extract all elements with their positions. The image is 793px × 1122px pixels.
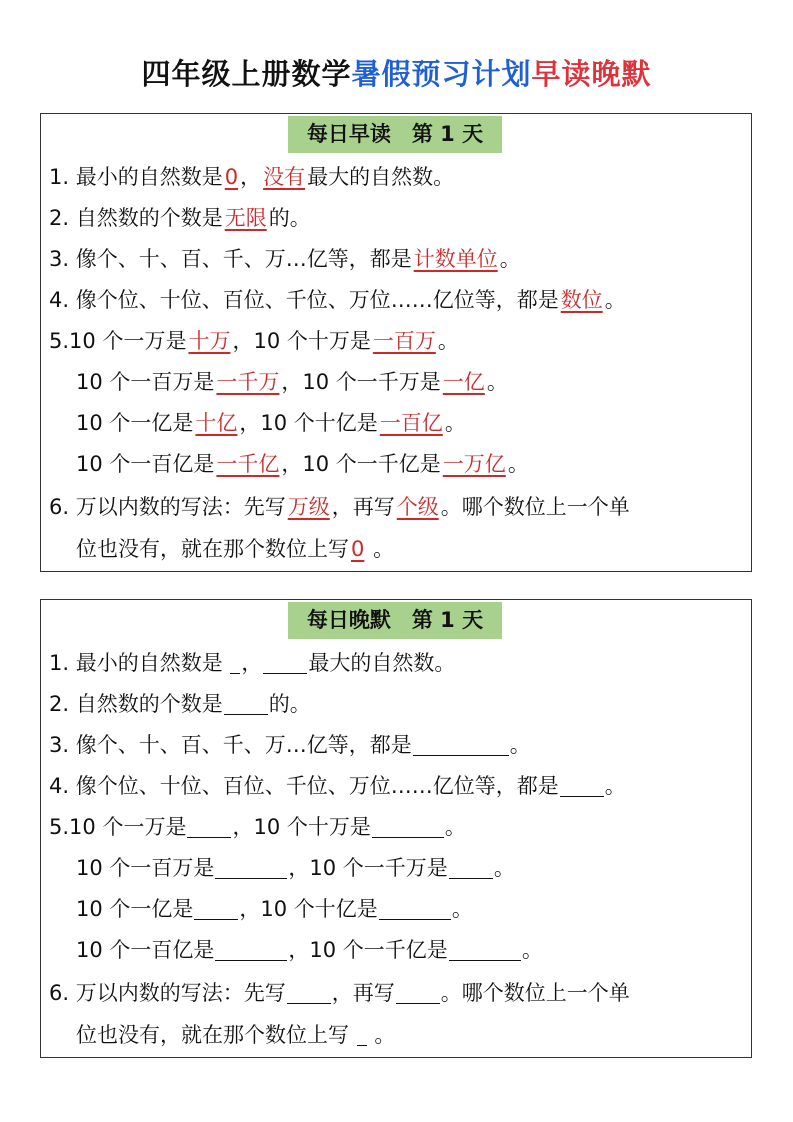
item-text: 10 个一亿是 [76,897,194,921]
item-number: 5. [49,815,70,839]
title-part-black: 四年级上册数学 [141,57,352,91]
item-text: 。 [493,856,515,880]
evening-item-2 [49,690,311,718]
page-title [0,52,793,93]
item-text: 。 [451,897,473,921]
item-text: 像个位、十位、百位、千位、万位……亿位等，都是 [75,288,559,312]
item-number: 6. [49,495,70,519]
item-text: 自然数的个数是 [75,206,223,230]
item-text: 位也没有，就在那个数位上写 [76,537,349,561]
evening-item-3 [49,731,531,759]
morning-item-5d [76,450,529,478]
answer: 十亿 [195,411,238,435]
item-text: 最小的自然数是 [75,651,223,675]
item-number: 2. [49,692,70,716]
evening-item-5c [76,895,473,923]
item-number: 1. [49,165,70,189]
item-text: ，10 个一千亿是 [288,938,448,962]
item-number: 4. [49,288,70,312]
answer-blank[interactable] [194,897,238,920]
item-text: 。 [604,774,626,798]
item-text: 。 [486,370,508,394]
answer: 无限 [224,206,267,230]
answer-blank[interactable] [230,651,240,674]
item-text: 10 个一万是 [69,329,187,353]
item-text: 。 [509,733,531,757]
answer: 一千万 [216,370,280,394]
item-text: 。 [373,537,395,561]
item-text: 最大的自然数。 [307,165,455,189]
item-text: ， [240,165,262,189]
item-text: ，10 个十万是 [232,329,371,353]
morning-item-1 [49,163,454,191]
item-text: ，10 个十万是 [232,815,371,839]
item-text: ， [241,651,263,675]
item-text: ，10 个十亿是 [239,897,378,921]
answer: 计数单位 [413,247,498,271]
evening-item-5 [49,813,466,841]
item-text: 。 [444,411,466,435]
item-text: 。 [521,938,543,962]
item-text: 10 个一亿是 [76,411,194,435]
item-text: 像个位、十位、百位、千位、万位……亿位等，都是 [75,774,559,798]
item-text: 。哪个数位上一个单 [440,981,630,1005]
answer: 十万 [188,329,231,353]
answer: 个级 [396,495,439,519]
item-text: 的。 [268,206,311,230]
answer-blank[interactable] [187,815,231,838]
item-text: ，10 个一千万是 [281,370,441,394]
item-text: 万以内数的写法：先写 [75,495,286,519]
evening-item-6b [76,1021,395,1049]
answer: 一百万 [372,329,436,353]
morning-item-4 [49,286,626,314]
answer: 没有 [263,165,306,189]
item-number: 3. [49,733,70,757]
morning-item-6 [49,493,630,521]
morning-item-5c [76,409,466,437]
item-text: 10 个一百亿是 [76,452,215,476]
title-part-red: 早读晚默 [531,57,652,91]
item-text: 自然数的个数是 [75,692,223,716]
answer-blank[interactable] [224,692,268,715]
item-text: 。 [437,329,459,353]
item-number: 6. [49,981,70,1005]
answer-blank[interactable] [215,856,287,879]
item-text: 。 [507,452,529,476]
morning-item-5b [76,368,508,396]
item-text: 万以内数的写法：先写 [75,981,286,1005]
answer-blank[interactable] [372,815,444,838]
answer-blank[interactable] [396,981,440,1004]
item-text: 。 [499,247,521,271]
item-text: 。 [374,1023,396,1047]
answer-blank[interactable] [215,938,287,961]
morning-header: 每日早读 第 1 天 [288,116,502,153]
evening-item-5b [76,854,515,882]
answer: 一千亿 [216,452,280,476]
item-text: 。哪个数位上一个单 [440,495,630,519]
evening-item-1 [49,649,455,677]
item-text: 10 个一百万是 [76,370,215,394]
evening-item-5d [76,936,543,964]
item-text: 的。 [268,692,311,716]
morning-reading-box [40,113,752,572]
answer: 0 [224,165,239,189]
morning-item-3 [49,245,521,273]
answer-blank[interactable] [287,981,331,1004]
answer-blank[interactable] [263,651,307,674]
morning-item-6b [76,535,394,563]
item-number: 5. [49,329,70,353]
item-number: 3. [49,247,70,271]
answer: 一百亿 [379,411,443,435]
answer: 一亿 [442,370,485,394]
answer-blank[interactable] [449,938,521,961]
title-part-blue: 暑假预习计划 [351,57,532,91]
item-text: 10 个一万是 [69,815,187,839]
item-text: ，再写 [331,495,395,519]
answer-blank[interactable] [449,856,493,879]
evening-dictation-box [40,599,752,1058]
answer: 万级 [287,495,330,519]
item-text: ，10 个一千万是 [288,856,448,880]
answer-blank[interactable] [357,1023,367,1046]
item-text: 10 个一百亿是 [76,938,215,962]
answer-blank[interactable] [413,733,509,756]
answer: 一万亿 [442,452,506,476]
evening-item-4 [49,772,626,800]
morning-item-2 [49,204,311,232]
item-text: 像个、十、百、千、万…亿等，都是 [75,247,412,271]
item-text: 。 [444,815,466,839]
answer: 0 [351,537,365,561]
morning-item-5 [49,327,459,355]
item-text: 位也没有，就在那个数位上写 [76,1023,349,1047]
item-text: 最大的自然数。 [308,651,456,675]
item-text: 。 [604,288,626,312]
item-number: 4. [49,774,70,798]
item-text: ，再写 [331,981,395,1005]
item-text: 像个、十、百、千、万…亿等，都是 [75,733,412,757]
evening-item-6 [49,979,630,1007]
item-text: ，10 个一千亿是 [281,452,441,476]
answer-blank[interactable] [379,897,451,920]
item-text: 最小的自然数是 [75,165,223,189]
item-number: 1. [49,651,70,675]
item-text: 10 个一百万是 [76,856,215,880]
answer: 数位 [560,288,603,312]
evening-header: 每日晚默 第 1 天 [288,602,502,639]
item-text: ，10 个十亿是 [239,411,378,435]
answer-blank[interactable] [560,774,604,797]
item-number: 2. [49,206,70,230]
